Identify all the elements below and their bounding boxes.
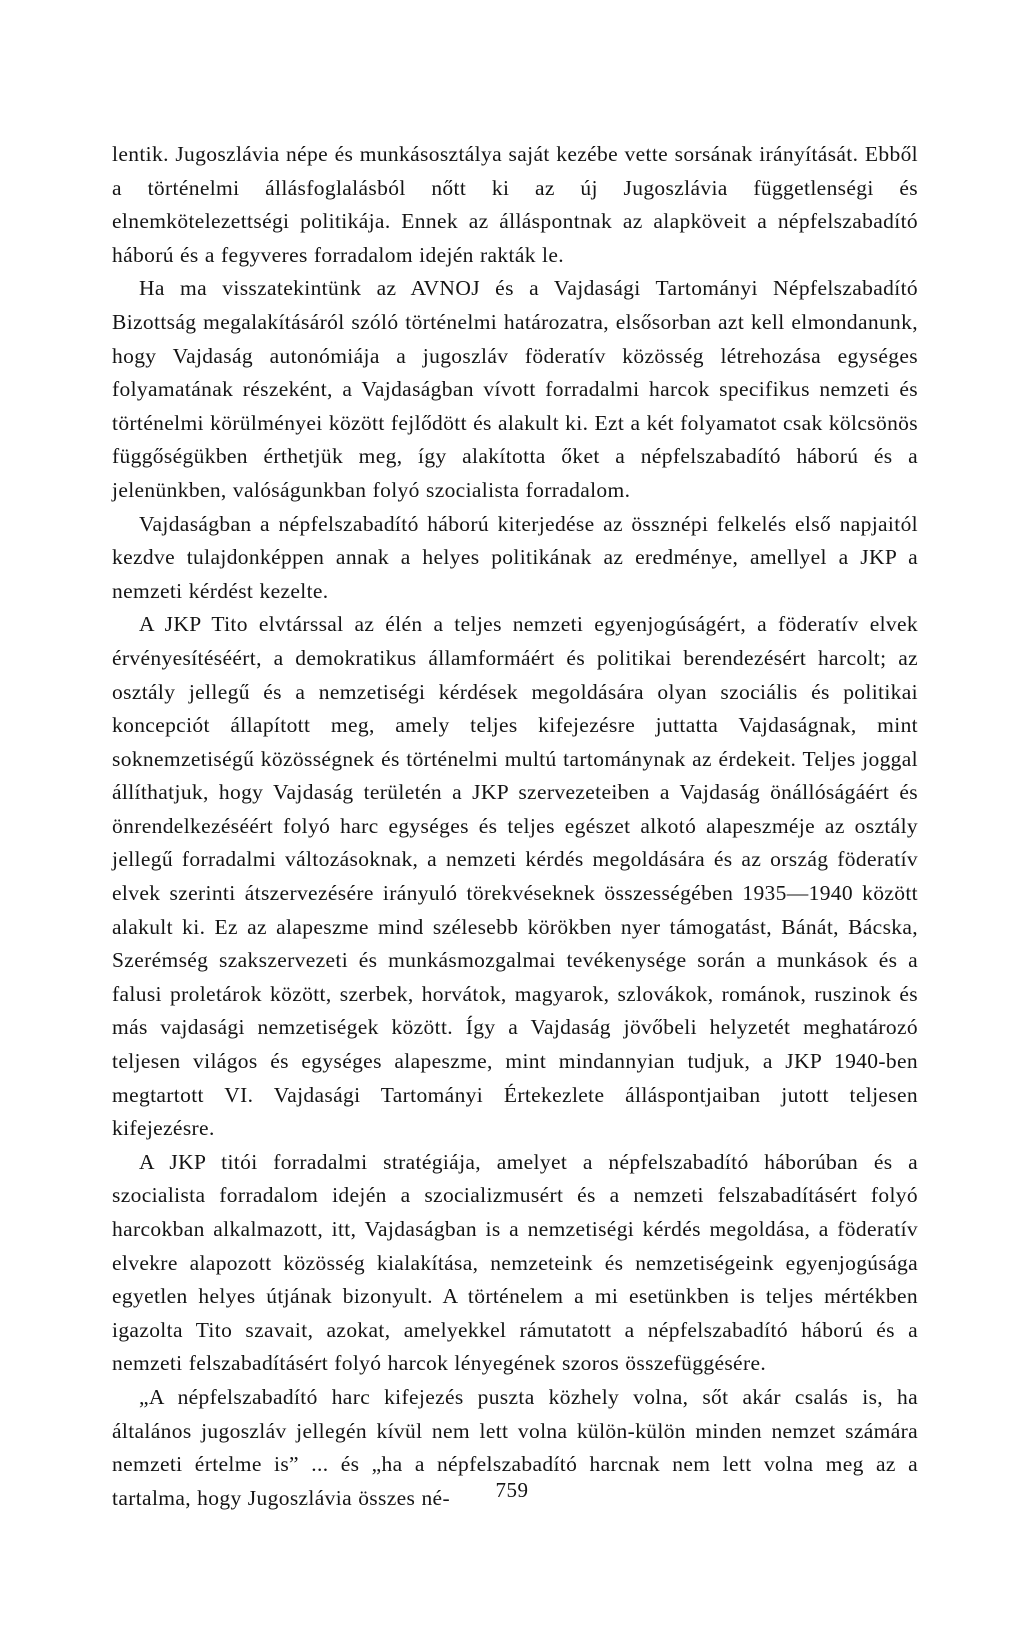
- paragraph-1: lentik. Jugoszlávia népe és munkásosztálya saját kezébe vette sorsának irányítását. Ebből a történelmi állásfoglalásból nőtt ki az új Jugoszlávia függetlenségi és elnemkötelezettségi politikája. Ennek az álláspontnak az alapköveit a népfelszabadító háború és a fegyveres forradalom idején rakták le.: [112, 142, 918, 267]
- paragraph-4: A JKP Tito elvtárssal az élén a teljes nemzeti egyenjogúságért, a föderatív elvek érvényesítéséért, a demokratikus államformáért és politikai berendezésért harcolt; az osztály jellegű és a nemzetiségi kérdések megoldására olyan szociális és politikai koncepciót állapított meg, amely teljes kifejezésre juttatta Vajdaságnak, mint soknemzetiségű közösségnek és történelmi multú tartománynak az érdekeit. Teljes joggal állíthatjuk, hogy Vajdaság területén a JKP szervezeteiben a Vajdaság önállóságáért és önrendelkezéséért folyó harc egységes és teljes egészet alkotó alapeszméje az osztály jellegű forradalmi változásoknak, a nemzeti kérdés megoldására és az ország föderatív elvek szerinti átszervezésére irányuló törekvéseknek összességében 1935—1940 között alakult ki. Ez az alapeszme mind szélesebb körökben nyer támogatást, Bánát, Bácska, Szerémség szakszervezeti és munkásmozgalmai tevékenysége során a munkások és a falusi proletárok között, szerbek, horvátok, magyarok, szlovákok, románok, ruszinok és más vajdasági nemzetiségek között. Így a Vajdaság jövőbeli helyzetét meghatározó teljesen világos és egységes alapeszme, mint mindannyian tudjuk, a JKP 1940-ben megtartott VI. Vajdasági Tartományi Értekezlete álláspontjaiban jutott teljesen kifejezésre.: [112, 612, 918, 1141]
- body-text: [112, 138, 918, 1515]
- paragraph-3: Vajdaságban a népfelszabadító háború kiterjedése az össznépi felkelés első napjaitól kezdve tulajdonképpen annak a helyes politikának az eredménye, amellyel a JKP a nemzeti kérdést kezelte.: [112, 511, 918, 603]
- paragraph-5: A JKP titói forradalmi stratégiája, amelyet a népfelszabadító háborúban és a szocialista forradalom idején a szocializmusért és a nemzeti felszabadításért folyó harcokban alkalmazott, itt, Vajdaságban is a nemzetiségi kérdés megoldása, a föderatív elvekre alapozott közösség kialakítása, nemzeteink és nemzetiségeink egyenjogúsága egyetlen helyes útjának bizonyult. A történelem a mi esetünkben is teljes mértékben igazolta Tito szavait, azokat, amelyekkel rámutatott a népfelszabadító háború és a nemzeti felszabadításért folyó harcok lényegének szoros összefüggésére.: [112, 1149, 918, 1376]
- paragraph-6: „A népfelszabadító harc kifejezés puszta közhely volna, sőt akár csalás is, ha általános jugoszláv jellegén kívül nem lett volna külön-külön minden nemzet számára nemzeti értelme is” ... és „ha a népfelszabadító harcnak nem lett volna meg az a tartalma, hogy Jugoszlávia összes né-: [112, 1384, 918, 1510]
- page-number: 759: [495, 1478, 529, 1502]
- paragraph-2: Ha ma visszatekintünk az AVNOJ és a Vajdasági Tartományi Népfelszabadító Bizottság megalakításáról szóló történelmi határozatra, elsősorban azt kell elmondanunk, hogy Vajdaság autonómiája a jugoszláv föderatív közösség létrehozása egységes folyamatának részeként, a Vajdaságban vívott forradalmi harcok specifikus nemzeti és történelmi körülményei között fejlődött és alakult ki. Ezt a két folyamatot csak kölcsönös függőségükben érthetjük meg, így alakította őket a népfelszabadító háború és a jelenünkben, valóságunkban folyó szocialista forradalom.: [112, 276, 918, 502]
